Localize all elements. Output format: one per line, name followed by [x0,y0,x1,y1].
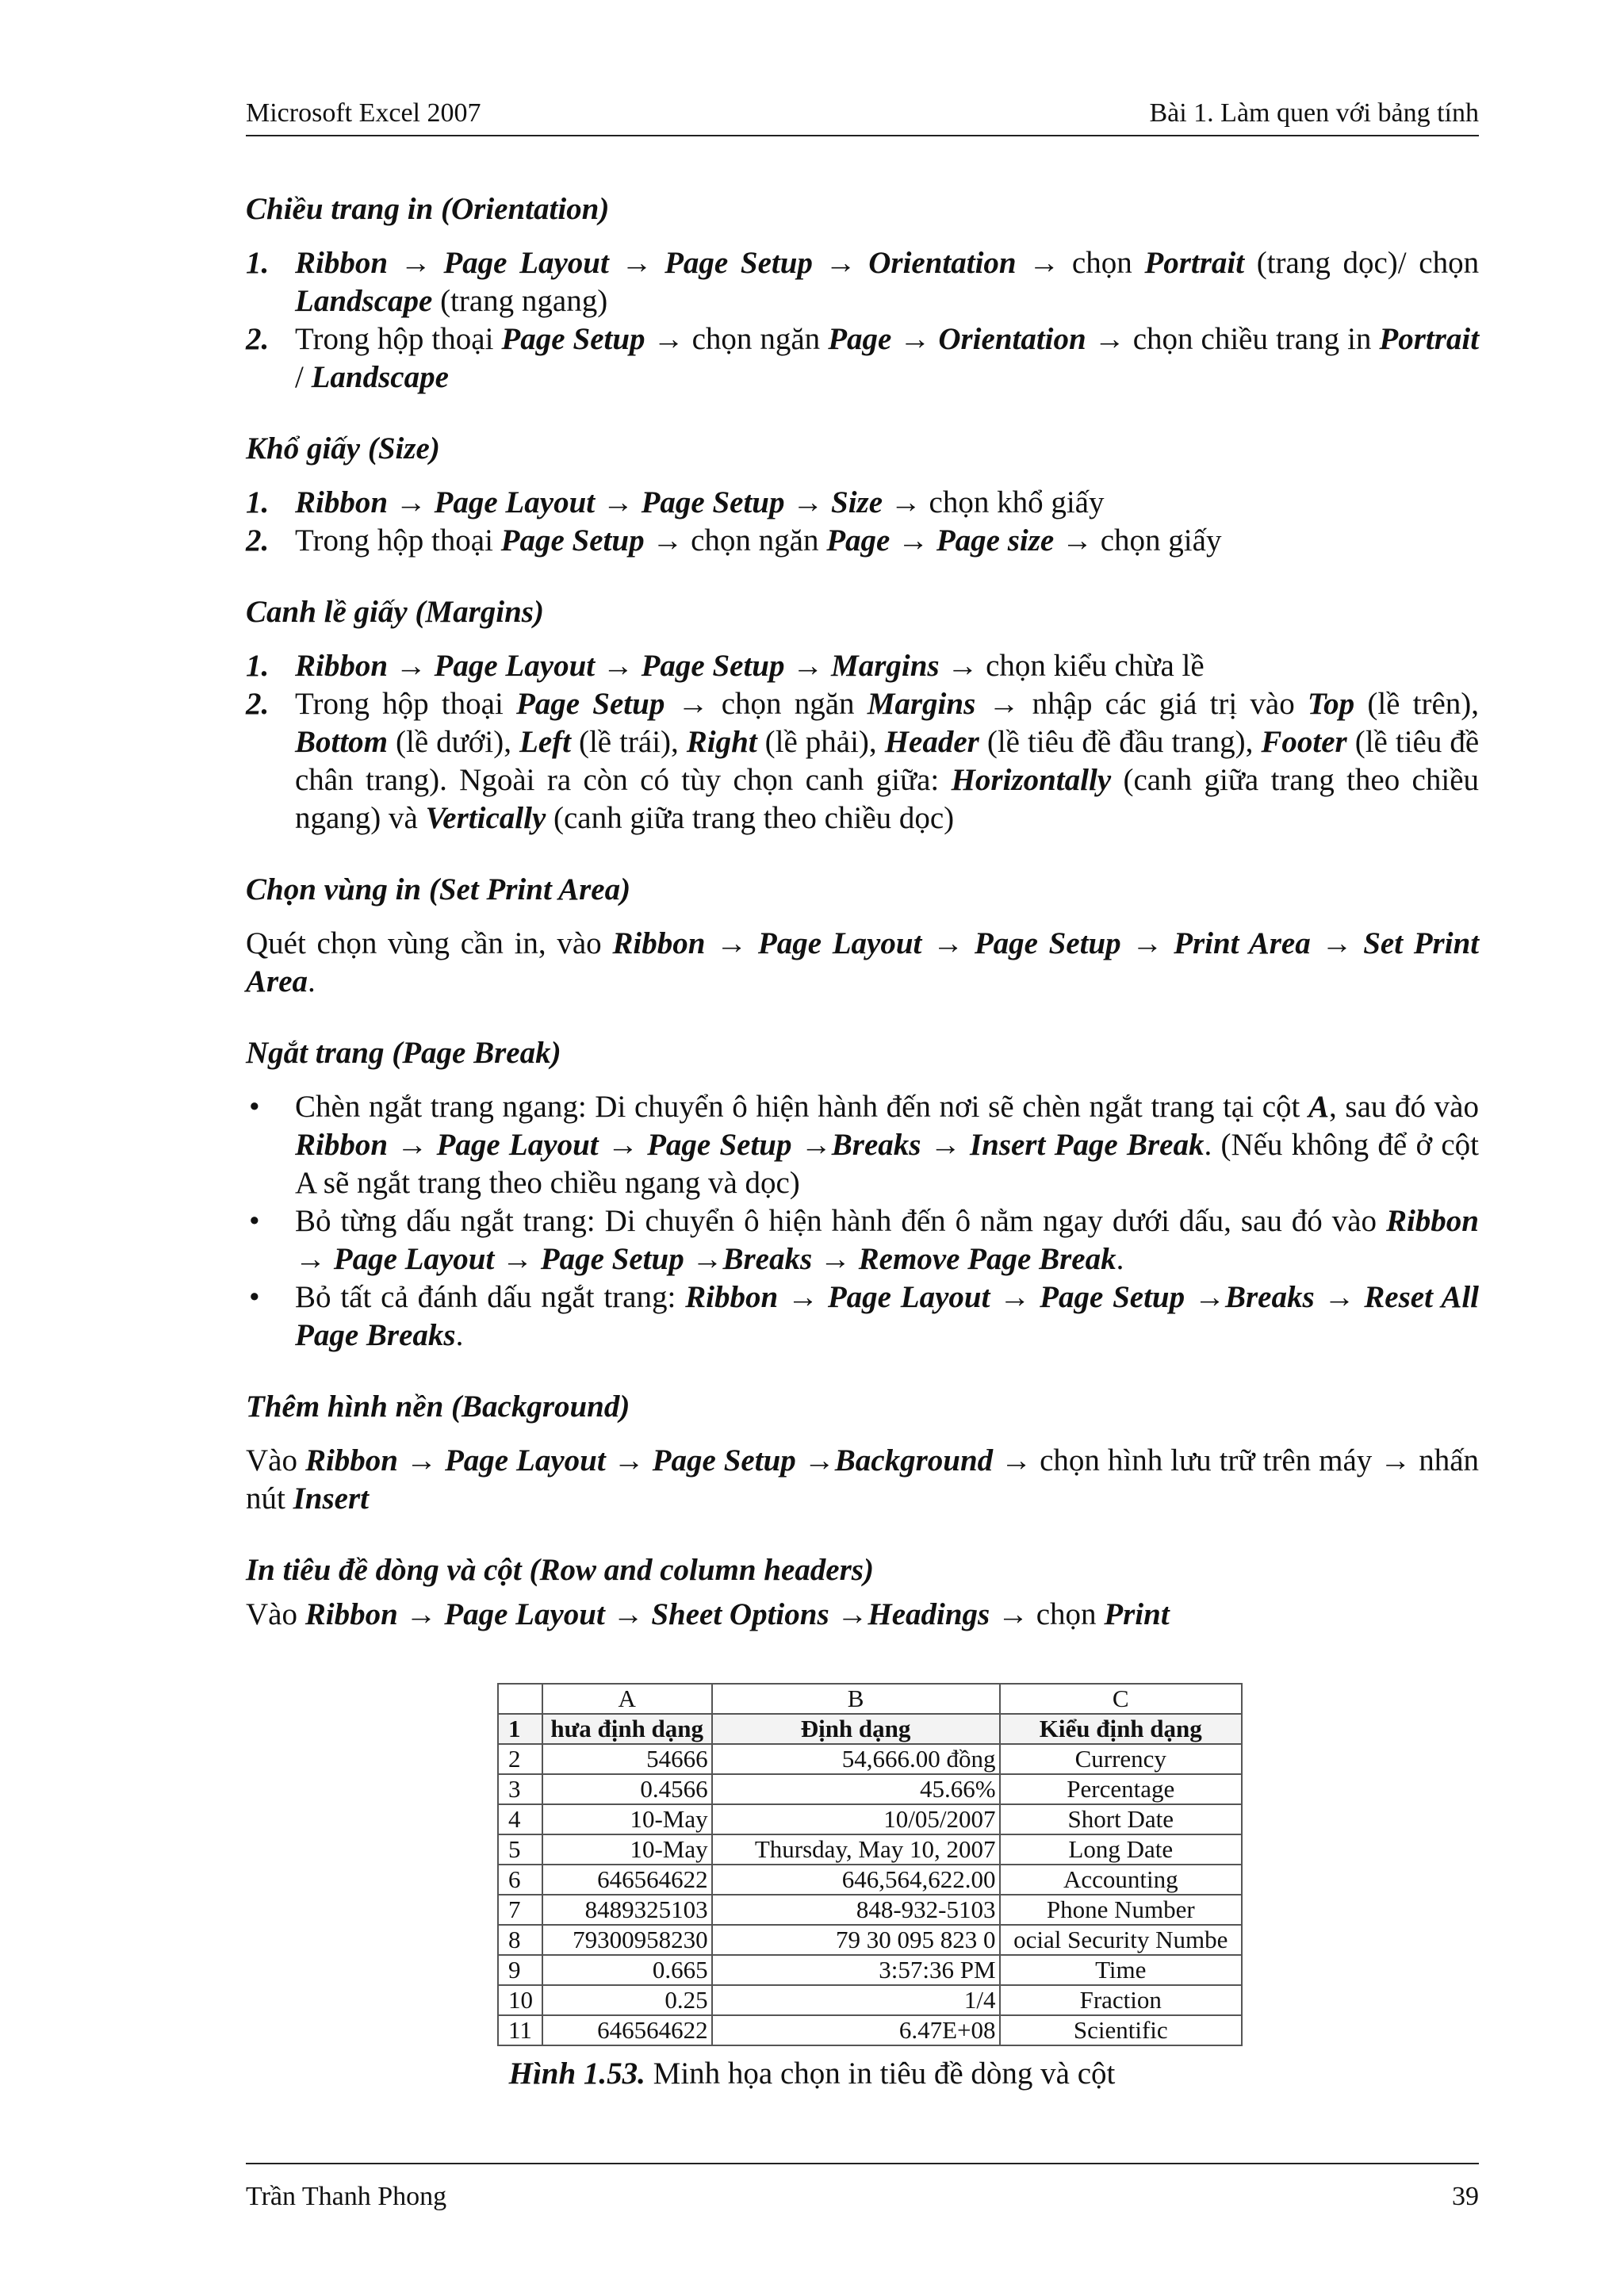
kw-page-setup: Page Setup [665,246,813,280]
section-title: Chọn vùng in (Set Print Area) [246,872,631,907]
cell-b: Thursday, May 10, 2007 [712,1834,1000,1865]
row-number: 8 [498,1925,542,1955]
section-orientation [246,190,1479,397]
text: chọn khổ giấy [929,485,1105,519]
arrow-icon: → [1132,926,1163,960]
cell-b: 10/05/2007 [712,1804,1000,1834]
kw-page-layout: Page Layout [434,485,596,519]
kw-page-layout: Page Layout [443,246,609,280]
paragraph [246,925,1479,1001]
text: chọn [1071,246,1132,280]
kw-page-setup: Page Setup [641,485,785,519]
arrow-icon: → [792,649,824,683]
arrow-icon: → [988,687,1020,721]
bullet-list [246,1088,1479,1355]
row-number: 11 [498,2015,542,2045]
kw-ribbon: Ribbon [304,1597,398,1631]
cell-c: Accounting [1000,1865,1242,1895]
arrow-icon: → [1193,1280,1225,1314]
arrow-icon: → [933,926,964,960]
kw-orientation: Orientation [938,322,1086,356]
arrow-icon: → [1028,246,1060,280]
kw-margins: Margins [831,649,940,683]
kw-background: Background [834,1443,994,1478]
step-item [246,244,1479,320]
kw-footer: Footer [1261,725,1347,759]
kw-ribbon: Ribbon [612,926,706,960]
page-footer [246,2163,1479,2212]
arrow-icon: → [1094,322,1125,356]
cell-c: Fraction [1000,1985,1242,2015]
page-header [246,94,1479,136]
kw-page-layout: Page Layout [333,1242,495,1276]
kw-page-layout: Page Layout [757,926,922,960]
header-chapter: Bài 1. Làm quen với bảng tính [1149,98,1479,128]
text: . (Nếu không để ở cột A sẽ ngắt trang theo chiều ngang và dọc) [295,1128,1479,1200]
cell-a: 646564622 [542,1865,712,1895]
row-number: 1 [498,1714,542,1744]
kw-page-layout: Page Layout [444,1443,606,1478]
table-row [498,1985,1242,2015]
kw-insert-page-break: Insert Page Break [969,1128,1205,1162]
kw-portrait: Portrait [1379,322,1480,356]
arrow-icon: → [890,485,921,519]
arrow-icon: → [837,1597,868,1631]
step-item [246,647,1479,685]
text: (trang ngang) [440,284,608,318]
arrow-icon: → [652,523,684,558]
bullet-icon: • [249,1090,260,1124]
arrow-icon: → [613,1443,645,1478]
column-header-row [498,1684,1242,1714]
kw-reset-all-page-breaks: Reset All Page Breaks [295,1280,1480,1352]
text: Trong hộp thoại [295,322,494,356]
arrow-icon: → [395,485,427,519]
kw-remove-page-break: Remove Page Break [858,1242,1116,1276]
caption-text: Minh họa chọn in tiêu đề dòng và cột [653,2056,1116,2091]
paragraph [246,1596,1479,1634]
kw-page-layout: Page Layout [827,1280,990,1314]
column-header: A [542,1684,712,1714]
cell-c: Percentage [1000,1774,1242,1804]
step-number: 1. [246,649,270,683]
text: Vào [246,1597,297,1631]
kw-breaks: Breaks [1224,1280,1315,1314]
arrow-icon: → [653,322,684,356]
column-header: B [712,1684,1000,1714]
text: . [455,1318,464,1352]
arrow-icon: → [502,1242,534,1276]
kw-orientation: Orientation [868,246,1017,280]
text: chọn kiểu chừa lề [986,649,1205,683]
text: chọn hình lưu trữ trên máy [1040,1443,1373,1478]
text: . [1116,1242,1124,1276]
arrow-icon: → [405,1443,437,1478]
caption-label: Hình 1.53. [508,2056,645,2091]
row-number: 6 [498,1865,542,1895]
kw-page-setup: Page Setup [647,1128,792,1162]
cell-c: Kiểu định dạng [1000,1714,1242,1744]
text: chọn ngăn [691,322,821,356]
section-title: Thêm hình nền (Background) [246,1389,630,1424]
cell-b: 6.47E+08 [712,2015,1000,2045]
arrow-icon: → [997,1597,1028,1631]
arrow-icon: → [999,1280,1031,1314]
arrow-icon: → [716,926,748,960]
text: Chèn ngắt trang ngang: Di chuyển ô hiện hành đến nơi sẽ chèn ngắt trang tại cột [295,1090,1300,1124]
table-row [498,1714,1242,1744]
cell-a: 0.25 [542,1985,712,2015]
kw-size: Size [831,485,883,519]
kw-ribbon: Ribbon [295,1128,389,1162]
cell-c: Long Date [1000,1834,1242,1865]
text: (trang dọc)/ chọn [1256,246,1480,280]
step-item [246,484,1479,522]
kw-breaks: Breaks [831,1128,921,1162]
text: chọn ngăn [721,687,855,721]
section-background [246,1388,1479,1518]
arrow-icon: → [677,687,709,721]
arrow-icon: → [1062,523,1093,558]
arrow-icon: → [607,1128,638,1162]
kw-page-layout: Page Layout [444,1597,605,1631]
kw-margins: Margins [867,687,976,721]
cell-c: Time [1000,1955,1242,1985]
row-number: 4 [498,1804,542,1834]
arrow-icon: → [396,1128,428,1162]
text: / [295,360,304,394]
cell-b: 848-932-5103 [712,1895,1000,1925]
text: , sau đó vào [1329,1090,1479,1124]
arrow-icon: → [621,246,653,280]
spreadsheet-body [498,1714,1242,2045]
bullet-item [246,1088,1479,1202]
row-number: 2 [498,1744,542,1774]
step-number: 1. [246,485,270,519]
arrow-icon: → [405,1597,437,1631]
cell-a: 8489325103 [542,1895,712,1925]
text: nhập các giá trị vào [1032,687,1295,721]
arrow-icon: → [400,246,431,280]
kw-left: Left [519,725,571,759]
step-item [246,522,1479,560]
kw-breaks: Breaks [722,1242,813,1276]
kw-page-setup: Page Setup [500,523,645,558]
text: chọn [1036,1597,1097,1631]
arrow-icon: → [602,485,634,519]
cell-a: 79300958230 [542,1925,712,1955]
text: (canh giữa trang theo chiều dọc) [553,801,955,835]
arrow-icon: → [787,1280,819,1314]
table-row [498,1895,1242,1925]
kw-ribbon: Ribbon [295,649,389,683]
kw-print: Print [1104,1597,1170,1631]
table-row [498,1744,1242,1774]
text: (lề tiêu đề đầu trang), [986,725,1254,759]
section-page-break [246,1034,1479,1355]
kw-ribbon: Ribbon [685,1280,779,1314]
kw-ribbon: Ribbon [295,246,389,280]
step-number: 2. [246,322,270,356]
cell-a: hưa định dạng [542,1714,712,1744]
kw-ribbon: Ribbon [1385,1204,1479,1238]
row-number: 7 [498,1895,542,1925]
text: (lề trái), [578,725,679,759]
text: (canh giữa trang theo chiều ngang) và [295,763,1480,835]
kw-header: Header [884,725,979,759]
arrow-icon: → [612,1597,644,1631]
text: chọn giấy [1100,523,1222,558]
row-number: 10 [498,1985,542,2015]
kw-page-setup: Page Setup [501,322,645,356]
kw-vertically: Vertically [425,801,546,835]
table-row [498,1925,1242,1955]
step-number: 1. [246,246,270,280]
cell-b: 1/4 [712,1985,1000,2015]
kw-page-layout: Page Layout [436,1128,599,1162]
cell-b: 79 30 095 823 0 [712,1925,1000,1955]
step-item [246,685,1479,838]
text: (lề dưới), [396,725,511,759]
page-content [246,190,1479,1634]
kw-page-setup: Page Setup [652,1443,796,1478]
section-size [246,430,1479,560]
arrow-icon: → [792,485,824,519]
cell-b: 3:57:36 PM [712,1955,1000,1985]
table-row [498,2015,1242,2045]
cell-a: 0.665 [542,1955,712,1985]
text: Trong hộp thoại [295,687,504,721]
step-number: 2. [246,523,270,558]
figure-spreadsheet [497,1683,1243,2046]
kw-insert: Insert [293,1481,369,1516]
cell-c: Phone Number [1000,1895,1242,1925]
kw-page-setup: Page Setup [1040,1280,1185,1314]
row-number: 5 [498,1834,542,1865]
column-header: C [1000,1684,1242,1714]
cell-a: 646564622 [542,2015,712,2045]
arrow-icon: → [800,1128,832,1162]
arrow-icon: → [899,322,931,356]
table-row [498,1955,1242,1985]
step-list [246,484,1479,560]
text: nhấn nút [246,1443,1480,1516]
kw-page: Page [826,523,891,558]
kw-headings: Headings [868,1597,990,1631]
arrow-icon: → [1323,1280,1355,1314]
arrow-icon: → [1001,1443,1032,1478]
cell-c: ocial Security Numbe [1000,1925,1242,1955]
section-title: Canh lề giấy (Margins) [246,595,544,629]
section-margins [246,593,1479,838]
table-row [498,1804,1242,1834]
text: chọn ngăn [691,523,819,558]
step-list [246,244,1479,397]
kw-right: Right [686,725,757,759]
text: Bỏ tất cả đánh dấu ngắt trang: [295,1280,676,1314]
kw-ribbon: Ribbon [304,1443,398,1478]
text: Trong hộp thoại [295,523,493,558]
kw-landscape: Landscape [311,360,449,394]
step-item [246,320,1479,397]
cell-a: 10-May [542,1834,712,1865]
kw-print-area: Print Area [1174,926,1311,960]
arrow-icon: → [898,523,929,558]
table-row [498,1834,1242,1865]
arrow-icon: → [691,1242,723,1276]
arrow-icon: → [947,649,979,683]
kw-page-setup: Page Setup [974,926,1121,960]
section-title: Khổ giấy (Size) [246,431,440,466]
kw-bottom: Bottom [295,725,389,759]
cell-c: Short Date [1000,1804,1242,1834]
cell-b: 54,666.00 đồng [712,1744,1000,1774]
section-title: In tiêu đề dòng và cột (Row and column headers) [246,1553,874,1587]
text: . [308,964,316,999]
bullet-icon: • [249,1204,260,1238]
cell-c: Currency [1000,1744,1242,1774]
step-list [246,647,1479,838]
header-title: Microsoft Excel 2007 [246,98,481,128]
bullet-item [246,1278,1479,1355]
step-number: 2. [246,687,270,721]
arrow-icon: → [1380,1443,1411,1478]
kw-column-a: A [1308,1090,1330,1124]
kw-landscape: Landscape [295,284,433,318]
section-title: Chiều trang in (Orientation) [246,192,610,226]
kw-horizontally: Horizontally [951,763,1112,797]
text: (lề phải), [764,725,877,759]
arrow-icon: → [803,1443,835,1478]
arrow-icon: → [395,649,427,683]
cell-c: Scientific [1000,2015,1242,2045]
arrow-icon: → [1321,926,1353,960]
arrow-icon: → [602,649,634,683]
section-headings [246,1551,1479,1634]
spreadsheet-table [497,1683,1243,2046]
text: chọn chiều trang in [1132,322,1372,356]
text: Quét chọn vùng cần in, vào [246,926,602,960]
kw-page: Page [828,322,892,356]
kw-top: Top [1307,687,1355,721]
arrow-icon: → [929,1128,961,1162]
figure-caption [0,2056,1624,2091]
cell-a: 10-May [542,1804,712,1834]
kw-page-setup: Page Setup [641,649,785,683]
table-row [498,1774,1242,1804]
footer-author: Trần Thanh Phong [246,2182,447,2211]
corner-cell [498,1684,542,1714]
kw-portrait: Portrait [1144,246,1245,280]
section-title: Ngắt trang (Page Break) [246,1036,561,1070]
kw-page-layout: Page Layout [434,649,596,683]
kw-ribbon: Ribbon [295,485,389,519]
cell-b: 646,564,622.00 [712,1865,1000,1895]
paragraph [246,1442,1479,1518]
text: Bỏ từng dấu ngắt trang: Di chuyển ô hiện hành đến ô nằm ngay dưới dấu, sau đó vào [295,1204,1377,1238]
row-number: 3 [498,1774,542,1804]
section-print-area [246,871,1479,1001]
table-row [498,1865,1242,1895]
cell-b: Định dạng [712,1714,1000,1744]
page-number: 39 [1452,2182,1479,2211]
kw-page-setup: Page Setup [515,687,665,721]
kw-page-size: Page size [936,523,1055,558]
arrow-icon: → [825,246,856,280]
row-number: 9 [498,1955,542,1985]
text: (lề tiêu đề chân trang). Ngoài ra còn có tùy chọn canh giữa: [295,725,1480,797]
kw-page-setup: Page Setup [540,1242,684,1276]
bullet-icon: • [249,1280,260,1314]
arrow-icon: → [295,1242,326,1276]
kw-set-print-area: Set Print Area [246,926,1480,999]
cell-b: 45.66% [712,1774,1000,1804]
cell-a: 0.4566 [542,1774,712,1804]
text: Vào [246,1443,297,1478]
kw-sheet-options: Sheet Options [651,1597,829,1631]
text: (lề trên), [1367,687,1480,721]
bullet-item [246,1202,1479,1278]
arrow-icon: → [819,1242,851,1276]
cell-a: 54666 [542,1744,712,1774]
